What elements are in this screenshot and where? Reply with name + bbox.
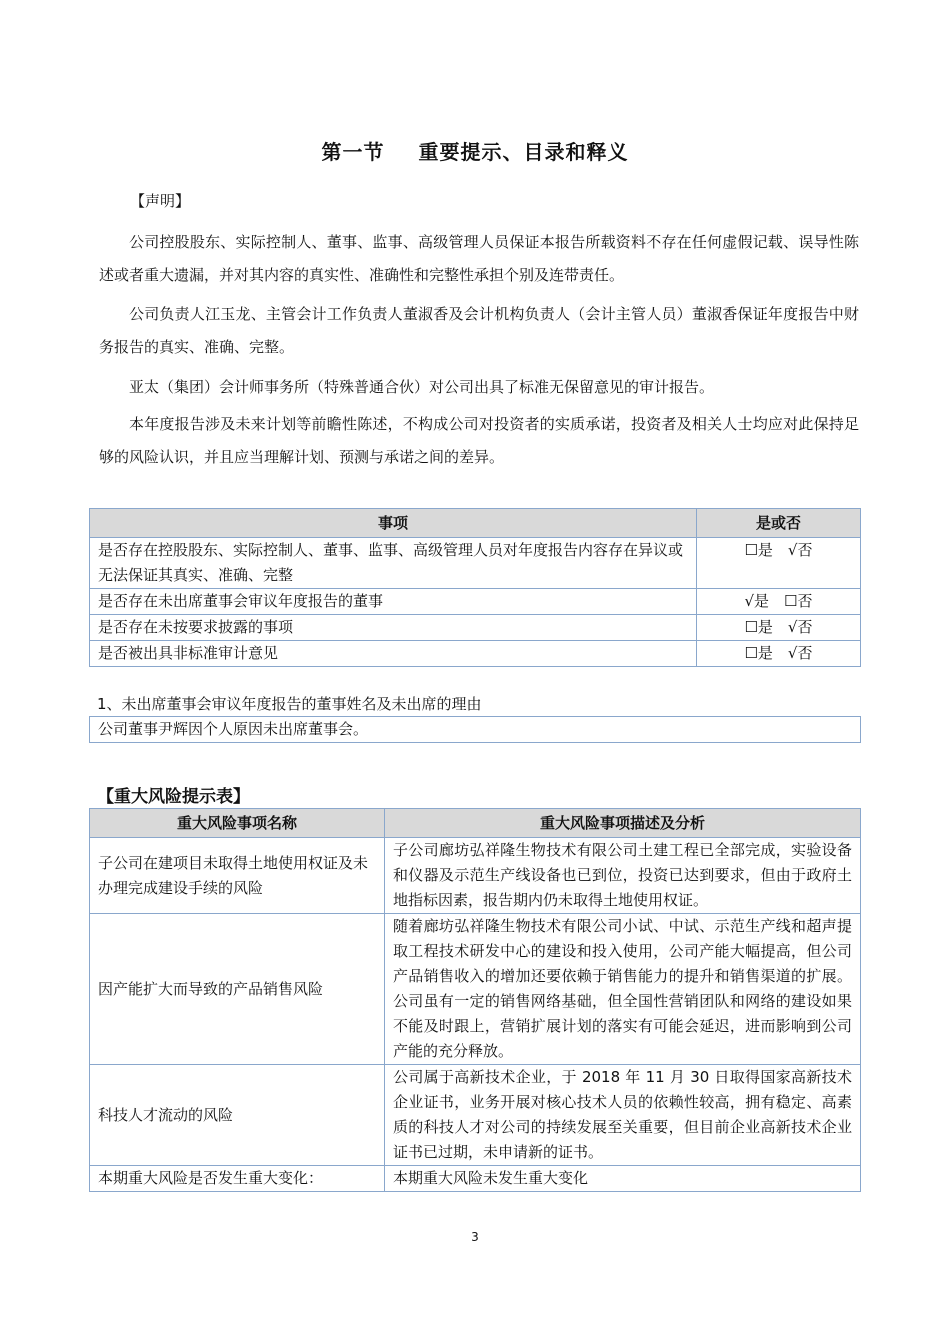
- paragraph-auditor: 亚太（集团）会计师事务所（特殊普通合伙）对公司出具了标准无保留意见的审计报告。: [129, 378, 715, 396]
- absent-director-table: [89, 716, 861, 743]
- section-number: 第一节: [321, 140, 385, 164]
- risk-name: 本期重大风险是否发生重大变化：: [90, 1166, 385, 1192]
- table-row: [90, 538, 861, 589]
- section-title: [0, 136, 950, 165]
- matter-answer: ☐是 √否: [697, 538, 861, 589]
- table-header-row: [90, 809, 861, 838]
- matter-item: 是否存在控股股东、实际控制人、董事、监事、高级管理人员对年度报告内容存在异议或无法保证其真实、准确、完整: [90, 538, 697, 589]
- table-row: [90, 615, 861, 641]
- risk-description: 随着廊坊弘祥隆生物技术有限公司小试、中试、示范生产线和超声提取工程技术研发中心的建设和投入使用，公司产能大幅提高，但公司产品销售收入的增加还要依赖于销售能力的提升和销售渠道的扩展。公司虽有一定的销售网络基础，但全国性营销团队和网络的建设如果不能及时跟上，营销扩展计划的落实有可能会延迟，进而影响到公司产能的充分释放。: [385, 914, 861, 1065]
- matter-answer: √是 ☐否: [697, 589, 861, 615]
- risk-name: 因产能扩大而导致的产品销售风险: [90, 914, 385, 1065]
- table-row: [90, 1065, 861, 1166]
- risk-description: 公司属于高新技术企业，于 2018 年 11 月 30 日取得国家高新技术企业证书，业务开展对核心技术人员的依赖性较高，拥有稳定、高素质的科技人才对公司的持续发展至关重要，但目前企业高新技术企业证书已过期，未申请新的证书。: [385, 1065, 861, 1166]
- matter-answer: ☐是 √否: [697, 641, 861, 667]
- risk-description: 子公司廊坊弘祥隆生物技术有限公司土建工程已全部完成，实验设备和仪器及示范生产线设备也已到位，投资已达到要求，但由于政府土地指标因素，报告期内仍未取得土地使用权证。: [385, 838, 861, 914]
- table-row: [90, 1166, 861, 1192]
- matters-table: [89, 508, 861, 667]
- column-header: 是或否: [697, 509, 861, 538]
- declaration-label: 【声明】: [130, 192, 191, 210]
- table-row: [90, 717, 861, 743]
- column-header: 重大风险事项描述及分析: [385, 809, 861, 838]
- table-row: [90, 589, 861, 615]
- table-row: [90, 914, 861, 1065]
- risk-name: 子公司在建项目未取得土地使用权证及未办理完成建设手续的风险: [90, 838, 385, 914]
- matter-item: 是否存在未按要求披露的事项: [90, 615, 697, 641]
- matter-answer: ☐是 √否: [697, 615, 861, 641]
- risk-table: [89, 808, 861, 1192]
- section-name: 重要提示、目录和释义: [418, 140, 629, 164]
- table-row: [90, 838, 861, 914]
- paragraph-guarantee: 公司控股股东、实际控制人、董事、监事、高级管理人员保证本报告所载资料不存在任何虚假记载、误导性陈述或者重大遗漏，并对其内容的真实性、准确性和完整性承担个别及连带责任。: [99, 233, 859, 284]
- column-header: 重大风险事项名称: [90, 809, 385, 838]
- table-row: [90, 641, 861, 667]
- matter-item: 是否被出具非标准审计意见: [90, 641, 697, 667]
- risk-heading: 【重大风险提示表】: [97, 787, 250, 807]
- risk-name: 科技人才流动的风险: [90, 1065, 385, 1166]
- risk-description: 本期重大风险未发生重大变化: [385, 1166, 861, 1192]
- absent-director-label: 1、未出席董事会审议年度报告的董事姓名及未出席的理由: [97, 695, 482, 713]
- table-header-row: [90, 509, 861, 538]
- matter-item: 是否存在未出席董事会审议年度报告的董事: [90, 589, 697, 615]
- paragraph-forward-looking: 本年度报告涉及未来计划等前瞻性陈述，不构成公司对投资者的实质承诺，投资者及相关人士均应对此保持足够的风险认识，并且应当理解计划、预测与承诺之间的差异。: [99, 415, 859, 466]
- page-number: 3: [471, 1230, 479, 1244]
- absent-director-text: 公司董事尹辉因个人原因未出席董事会。: [90, 717, 861, 743]
- paragraph-responsible-persons: 公司负责人江玉龙、主管会计工作负责人董淑香及会计机构负责人（会计主管人员）董淑香保证年度报告中财务报告的真实、准确、完整。: [99, 305, 859, 356]
- column-header: 事项: [90, 509, 697, 538]
